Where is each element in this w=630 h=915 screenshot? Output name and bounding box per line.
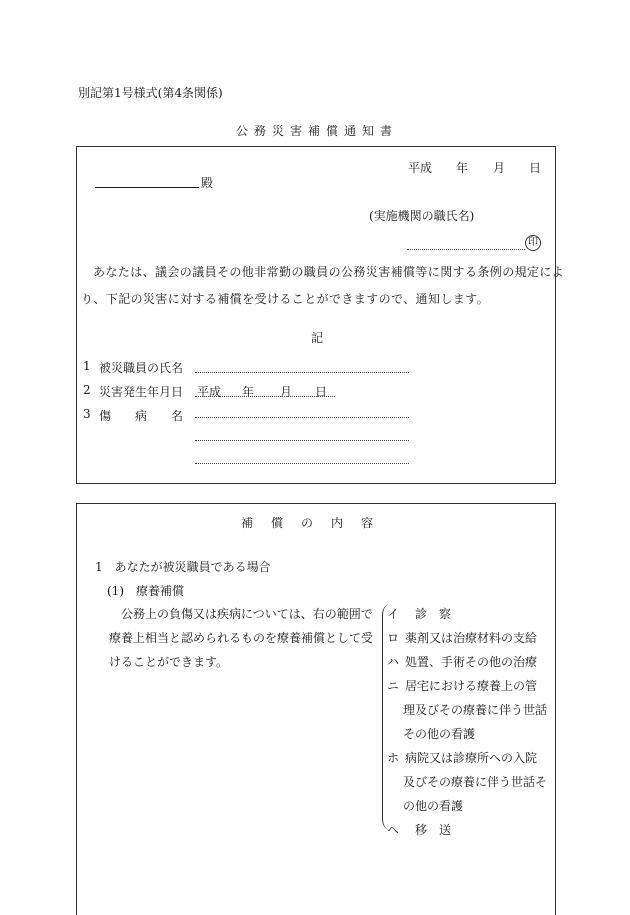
item-1-label: 被災職員の氏名	[99, 361, 184, 375]
list-text-ho-1: 病院又は診療所への入院	[405, 751, 538, 765]
incident-date-era: 平成	[197, 385, 222, 399]
desc-line-1: 公務上の負傷又は疾病については、右の範囲で	[121, 607, 373, 621]
item-2-number: 2	[83, 383, 91, 397]
desc-line-2: 療養上相当と認められるものを療養補償として受	[109, 631, 374, 645]
notice-box	[76, 146, 565, 484]
seal-mark: 印	[525, 235, 541, 251]
victim-name-field[interactable]	[195, 372, 409, 373]
date-day-label: 日	[529, 161, 542, 175]
incident-date-year: 年	[242, 385, 255, 399]
list-text-ni-2: 理及びその療養に伴う世話	[403, 703, 548, 717]
notice-body-line1: あなたは、議会の議員その他非常勤の職員の公務災害補償等に関する条例の規定によ	[93, 265, 565, 279]
incident-date-day: 日	[315, 385, 328, 399]
list-mark-ha: ハ	[387, 655, 400, 669]
addressee-line[interactable]	[95, 187, 199, 188]
date-year-label: 年	[456, 161, 469, 175]
incident-date-field[interactable]	[195, 396, 335, 397]
content-heading: 補償の内容	[240, 516, 391, 530]
date-era: 平成	[408, 161, 433, 175]
subsection-1-heading: (1) 療養補償	[107, 584, 184, 598]
ki-label: 記	[311, 331, 324, 345]
header-label: 別記第1号様式(第4条関係)	[78, 86, 223, 100]
section-1-heading: 1 あなたが被災職員である場合	[95, 560, 271, 574]
list-mark-he: ヘ	[387, 823, 400, 837]
content-box	[76, 503, 556, 915]
incident-date-month: 月	[280, 385, 293, 399]
notice-body-line2: り、下記の災害に対する補償を受けることができますので、通知します。	[81, 292, 490, 306]
list-mark-i: イ	[387, 607, 400, 621]
item-2-label: 災害発生年月日	[99, 385, 184, 399]
agency-label: (実施機関の職氏名)	[369, 209, 475, 223]
list-text-ni-3: その他の看護	[403, 727, 476, 741]
injury-name-field-3[interactable]	[195, 463, 409, 464]
list-text-ni-1: 居宅における療養上の管	[405, 679, 538, 693]
list-mark-ni: ニ	[387, 679, 400, 693]
addressee-suffix: 殿	[201, 176, 214, 190]
item-3-number: 3	[83, 407, 91, 421]
item-1-number: 1	[83, 359, 91, 373]
desc-line-3: けることができます。	[109, 655, 229, 669]
list-mark-ro: ロ	[387, 631, 400, 645]
date-month-label: 月	[493, 161, 506, 175]
page-title: 公務災害補償通知書	[236, 124, 399, 138]
list-text-ro: 薬剤又は治療材料の支給	[405, 631, 538, 645]
item-3-label: 傷 病 名	[99, 409, 184, 423]
injury-name-field-2[interactable]	[195, 440, 409, 441]
agency-signature-line[interactable]	[407, 249, 525, 250]
list-text-ho-2: 及びその療養に伴う世話そ	[403, 775, 548, 789]
list-text-ha: 処置、手術その他の治療	[405, 655, 538, 669]
list-text-i: 診 察	[415, 607, 452, 621]
injury-name-field-1[interactable]	[195, 417, 409, 418]
list-text-ho-3: の他の看護	[403, 799, 464, 813]
list-mark-ho: ホ	[387, 751, 400, 765]
list-text-he: 移 送	[415, 823, 452, 837]
